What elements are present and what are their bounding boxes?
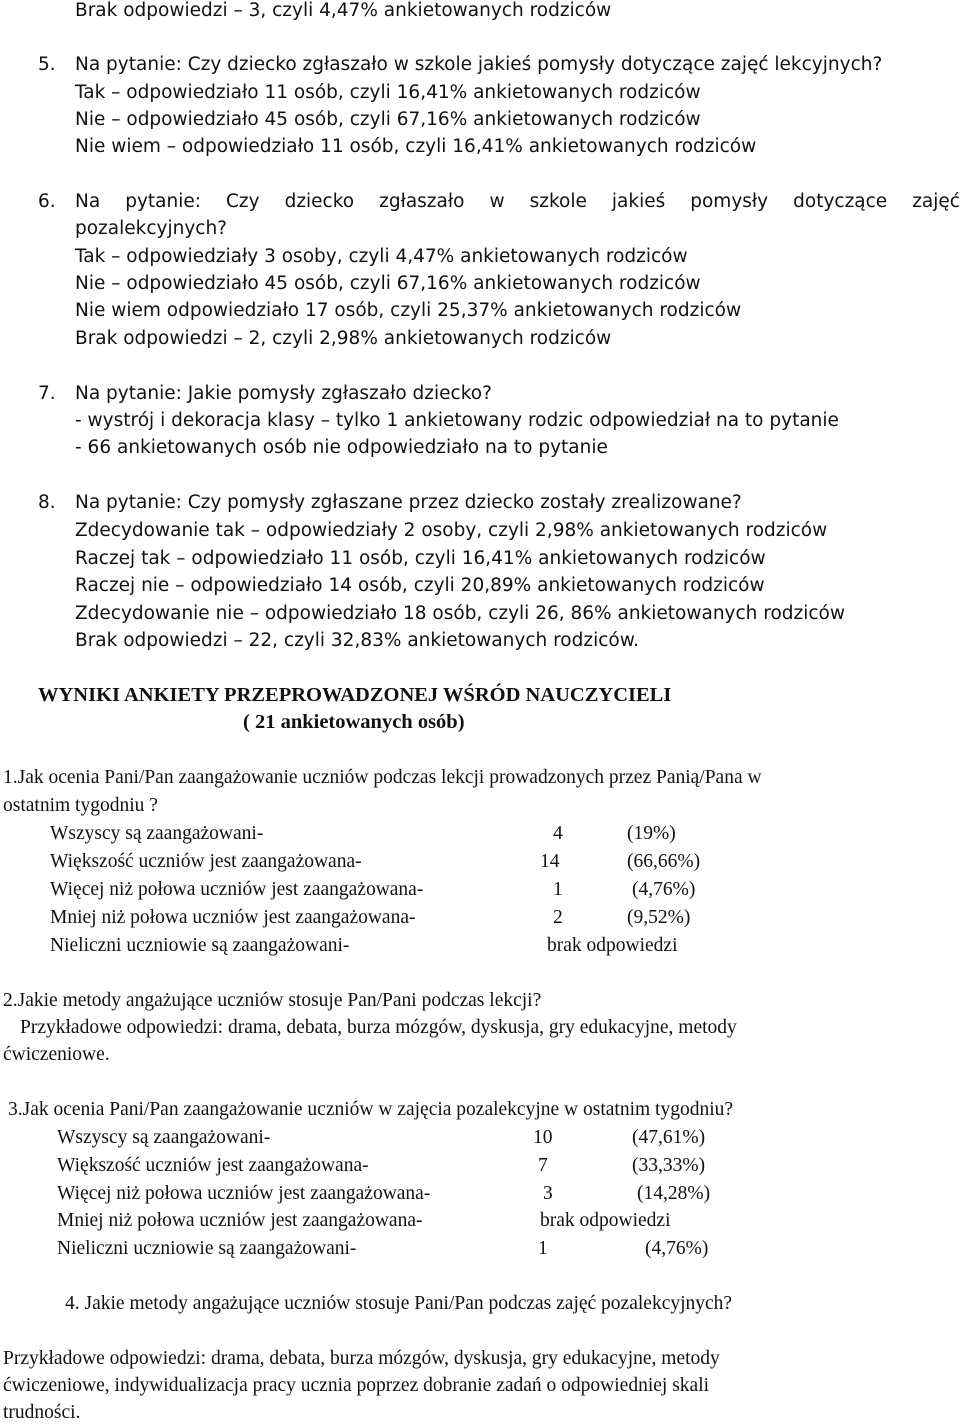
t1-row-percent: (19%): [627, 823, 676, 844]
t1-row-label: Mniej niż połowa uczniów jest zaangażowana-: [50, 907, 416, 928]
t4-answer-cont: ćwiczeniowe, indywidualizacja pracy ucznia poprzez dobranie zadań o odpowiedniej skali: [3, 1375, 710, 1396]
t1-row-label: Nieliczni uczniowie są zaangażowani-: [50, 935, 350, 956]
q6-answer: Nie – odpowiedziało 45 osób, czyli 67,16% ankietowanych rodziców: [75, 273, 701, 294]
q5-answer: Tak – odpowiedziało 11 osób, czyli 16,41% ankietowanych rodziców: [75, 82, 701, 103]
top-line: Brak odpowiedzi – 3, czyli 4,47% ankietowanych rodziców: [75, 0, 612, 21]
q6-word: pomysły: [690, 191, 769, 212]
t3-row-label: Większość uczniów jest zaangażowana-: [57, 1155, 369, 1176]
q5-answer: Nie wiem – odpowiedziało 11 osób, czyli 16,41% ankietowanych rodziców: [75, 136, 757, 157]
t3-row-label: Nieliczni uczniowie są zaangażowani-: [57, 1238, 357, 1259]
q6-number: 6.: [38, 191, 56, 212]
t4-answer-cont: trudności.: [3, 1402, 81, 1423]
q7-answer: - 66 ankietowanych osób nie odpowiedziało na to pytanie: [75, 437, 608, 458]
t3-row-label: Wszyscy są zaangażowani-: [57, 1127, 271, 1148]
t2-question: 2.Jakie metody angażujące uczniów stosuje Pan/Pani podczas lekcji?: [3, 990, 542, 1011]
survey-heading: WYNIKI ANKIETY PRZEPROWADZONEJ WŚRÓD NAUCZYCIELI: [38, 684, 672, 706]
q6-word: Na: [75, 191, 101, 212]
q6-word: Czy: [225, 191, 260, 212]
t3-row-count: 10: [533, 1127, 553, 1148]
t1-question-cont: ostatnim tygodniu ?: [3, 795, 158, 816]
t1-row-label: Większość uczniów jest zaangażowana-: [50, 851, 362, 872]
t3-row-percent: (4,76%): [645, 1238, 709, 1259]
q6-word: zgłaszało: [379, 191, 465, 212]
q6-answer: Tak – odpowiedziały 3 osoby, czyli 4,47% ankietowanych rodziców: [75, 246, 688, 267]
q6-word: zajęć: [912, 191, 960, 212]
q7-number: 7.: [38, 383, 56, 404]
q8-answer: Zdecydowanie tak – odpowiedziały 2 osoby, czyli 2,98% ankietowanych rodziców: [75, 520, 828, 541]
q7-answer: - wystrój i dekoracja klasy – tylko 1 ankietowany rodzic odpowiedział na to pytanie: [75, 410, 839, 431]
t1-question: 1.Jak ocenia Pani/Pan zaangażowanie uczniów podczas lekcji prowadzonych przez Panią/Pana w: [3, 767, 762, 788]
t1-row-count: brak odpowiedzi: [547, 935, 678, 956]
q8-question: Na pytanie: Czy pomysły zgłaszane przez dziecko zostały zrealizowane?: [75, 492, 742, 513]
survey-subheading: ( 21 ankietowanych osób): [243, 711, 465, 733]
t1-row-count: 1: [553, 879, 563, 900]
t3-row-percent: (47,61%): [632, 1127, 706, 1148]
t1-row-count: 4: [553, 823, 563, 844]
t3-row-count: 3: [543, 1183, 553, 1204]
q6-word: dziecko: [284, 191, 355, 212]
t1-row-label: Wszyscy są zaangażowani-: [50, 823, 264, 844]
q6-answer: Nie wiem odpowiedziało 17 osób, czyli 25,37% ankietowanych rodziców: [75, 300, 742, 321]
t3-row-label: Więcej niż połowa uczniów jest zaangażowana-: [57, 1183, 431, 1204]
t3-row-label: Mniej niż połowa uczniów jest zaangażowana-: [57, 1210, 423, 1231]
q5-question: Na pytanie: Czy dziecko zgłaszało w szkole jakieś pomysły dotyczące zajęć lekcyjnych?: [75, 54, 883, 75]
t1-row-count: 14: [540, 851, 560, 872]
q6-word: szkole: [529, 191, 587, 212]
t1-row-count: 2: [553, 907, 563, 928]
q8-answer: Brak odpowiedzi – 22, czyli 32,83% ankietowanych rodziców.: [75, 630, 640, 651]
t3-row-percent: (33,33%): [632, 1155, 706, 1176]
t4-question: 4. Jakie metody angażujące uczniów stosuje Pani/Pan podczas zajęć pozalekcyjnych?: [65, 1293, 733, 1314]
t1-row-label: Więcej niż połowa uczniów jest zaangażowana-: [50, 879, 424, 900]
q8-answer: Zdecydowanie nie – odpowiedziało 18 osób, czyli 26, 86% ankietowanych rodziców: [75, 603, 846, 624]
t1-row-percent: (9,52%): [627, 907, 691, 928]
t3-question: 3.Jak ocenia Pani/Pan zaangażowanie uczniów w zajęcia pozalekcyjne w ostatnim tygodniu?: [8, 1099, 734, 1120]
q6-word: jakieś: [611, 191, 666, 212]
q6-answer: Brak odpowiedzi – 2, czyli 2,98% ankietowanych rodziców: [75, 328, 612, 349]
t1-row-percent: (66,66%): [627, 851, 701, 872]
q6-word: pytanie:: [125, 191, 201, 212]
t2-answer: Przykładowe odpowiedzi: drama, debata, burza mózgów, dyskusja, gry edukacyjne, metody: [20, 1017, 737, 1038]
q5-answer: Nie – odpowiedziało 45 osób, czyli 67,16% ankietowanych rodziców: [75, 109, 701, 130]
q6-word: w: [489, 191, 505, 212]
t3-row-percent: (14,28%): [637, 1183, 711, 1204]
q7-question: Na pytanie: Jakie pomysły zgłaszało dziecko?: [75, 383, 492, 404]
q6-question-cont: pozalekcyjnych?: [75, 218, 227, 239]
t2-answer-cont: ćwiczeniowe.: [3, 1044, 110, 1065]
q6-word: dotyczące: [793, 191, 888, 212]
t1-row-percent: (4,76%): [632, 879, 696, 900]
q5-number: 5.: [38, 54, 56, 75]
q6-question: [75, 188, 960, 215]
q8-answer: Raczej tak – odpowiedziało 11 osób, czyli 16,41% ankietowanych rodziców: [75, 548, 766, 569]
q8-number: 8.: [38, 492, 56, 513]
t3-row-count: brak odpowiedzi: [540, 1210, 671, 1231]
q8-answer: Raczej nie – odpowiedziało 14 osób, czyli 20,89% ankietowanych rodziców: [75, 575, 765, 596]
t4-answer: Przykładowe odpowiedzi: drama, debata, burza mózgów, dyskusja, gry edukacyjne, metody: [3, 1348, 720, 1369]
t3-row-count: 1: [538, 1238, 548, 1259]
t3-row-count: 7: [538, 1155, 548, 1176]
